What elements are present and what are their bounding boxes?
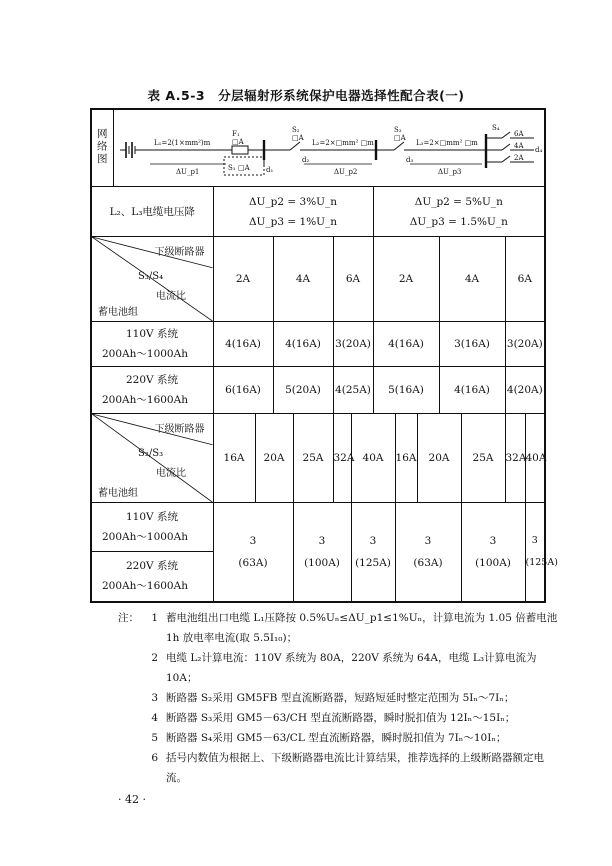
s2-merged-5: 3 (125A) <box>525 502 545 602</box>
selectivity-table <box>90 108 558 603</box>
s1-r1-v2: 4(25A) <box>333 366 373 413</box>
s1-r1-v3: 5(16A) <box>373 366 439 413</box>
s1-row0-label: 110V 系统 200Ah～1000Ah <box>91 322 213 367</box>
s2-rating: □A <box>291 133 304 142</box>
note-item: 5 断路器 S₄采用 GM5－63/CL 型直流断路器，瞬时脱扣值为 7Iₙ～10Iₙ； <box>151 732 507 744</box>
notes-section <box>118 608 558 788</box>
s1-row1-label: 220V 系统 200Ah～1600Ah <box>91 366 213 413</box>
s1-r0-v0: 4(16A) <box>213 322 273 367</box>
section2-header-row <box>91 413 545 502</box>
d4-label: d₄ <box>534 145 542 154</box>
s1-r0-v1: 4(16A) <box>273 322 333 367</box>
diagram-row-label: 网络图 <box>91 109 113 187</box>
note-item: 2 电缆 L₂计算电流：110V 系统为 80A，220V 系统为 64A，电缆 L₃计算电流为 10A； <box>151 652 537 684</box>
voltage-drop-right: ΔU_p2 = 5%U_n ΔU_p3 = 1.5%U_n <box>373 187 545 237</box>
s2-col-9: 40A <box>525 413 545 502</box>
s1-col-3: 2A <box>373 237 439 322</box>
l1-label: L₁=2(1×mm²)m <box>153 138 210 147</box>
s3-label: S₃ <box>393 125 402 134</box>
voltage-drop-left: ΔU_p2 = 3%U_n ΔU_p3 = 1%U_n <box>213 187 373 237</box>
s2-merged-1: 3 (100A) <box>293 502 351 602</box>
s1-r0-v3: 4(16A) <box>373 322 439 367</box>
out3-label: 2A <box>513 153 524 162</box>
page-number: · 42 · <box>118 793 146 806</box>
l2-label: L₂=2×□mm² □m <box>311 138 374 147</box>
s2-col-5: 16A <box>395 413 417 502</box>
s1-col-4: 4A <box>439 237 505 322</box>
s2-col-8: 32A <box>505 413 525 502</box>
f1-label: F₁ <box>231 129 240 138</box>
out2-label: 4A <box>513 141 524 150</box>
s1-label: S₁ <box>227 163 236 172</box>
s2-row0-label: 110V 系统 200Ah～1000Ah <box>91 502 213 551</box>
note-item: 注： 1 蓄电池组出口电缆 L₁压降按 0.5%Uₙ≤ΔU_p1≤1%Uₙ，计算电流为 1.05 倍蓄电池 1h 放电率电流(取 5.5I₁₀)； <box>118 608 558 648</box>
s1-col-1: 4A <box>273 237 333 322</box>
note-item: 4 断路器 S₃采用 GM5－63/CH 型直流断路器，瞬时脱扣值为 12Iₙ～15Iₙ； <box>151 712 516 724</box>
s1-rating: □A <box>237 163 250 172</box>
s2-merged-2: 3 (125A) <box>351 502 395 602</box>
s2-label: S₂ <box>291 125 300 134</box>
section1-row-110v <box>91 322 545 367</box>
s2-col-4: 40A <box>351 413 395 502</box>
l3-label: L₃=2×□mm² □m <box>415 138 478 147</box>
s1-col-0: 2A <box>213 237 273 322</box>
s2-col-6: 20A <box>417 413 461 502</box>
s1-r0-v5: 3(20A) <box>505 322 545 367</box>
d3-label: d₃ <box>405 155 413 164</box>
s2-col-0: 16A <box>213 413 255 502</box>
d1-label: d₁ <box>265 165 273 174</box>
voltage-drop-row <box>91 187 545 237</box>
section1-header-row <box>91 237 545 322</box>
s2-merged-0: 3 (63A) <box>213 502 293 602</box>
s2-col-1: 20A <box>255 413 293 502</box>
diagram-row <box>91 109 545 187</box>
s1-r1-v5: 4(20A) <box>505 366 545 413</box>
s1-r0-v4: 3(16A) <box>439 322 505 367</box>
note-item: 3 断路器 S₂采用 GM5FB 型直流断路器，短路短延时整定范围为 5Iₙ～7Iₙ； <box>151 692 515 704</box>
s2-col-2: 25A <box>293 413 333 502</box>
table-title: 表 A.5-3 分层辐射形系统保护电器选择性配合表(一) <box>147 88 465 103</box>
out1-label: 6A <box>513 129 524 138</box>
note-item: 6 括号内数值为根据上、下级断路器电流比计算结果，推荐选择的上级断路器额定电流。 <box>151 752 544 784</box>
section2-row-110v <box>91 502 545 551</box>
du3-label: ΔU_p3 <box>437 167 461 176</box>
s3-rating: □A <box>393 133 406 142</box>
s1-col-2: 6A <box>333 237 373 322</box>
section1-row-220v <box>91 366 545 413</box>
s1-r1-v1: 5(20A) <box>273 366 333 413</box>
s1-r1-v4: 4(16A) <box>439 366 505 413</box>
s2-col-3: 32A <box>333 413 351 502</box>
voltage-drop-label: L₂、L₃电缆电压降 <box>91 187 213 237</box>
d2-label: d₂ <box>301 155 309 164</box>
s2-merged-3: 3 (63A) <box>395 502 461 602</box>
s1-r1-v0: 6(16A) <box>213 366 273 413</box>
s1-r0-v2: 3(20A) <box>333 322 373 367</box>
du1-label: ΔU_p1 <box>175 167 199 176</box>
f1-rating: □A <box>231 137 244 146</box>
s2-merged-4: 3 (100A) <box>461 502 525 602</box>
s4-label: S₄ <box>491 123 500 132</box>
s1-col-5: 6A <box>505 237 545 322</box>
section2-diagonal-header: 下级断路器 S₂/S₃ 电流比 蓄电池组 <box>91 413 213 502</box>
notes-prefix: 注： <box>118 612 139 624</box>
du2-label: ΔU_p2 <box>333 167 357 176</box>
s2-col-7: 25A <box>461 413 505 502</box>
s2-row1-label: 220V 系统 200Ah～1600Ah <box>91 551 213 602</box>
section1-diagonal-header: 下级断路器 S₃/S₄ 电流比 蓄电池组 <box>91 237 213 322</box>
network-diagram <box>113 109 545 187</box>
